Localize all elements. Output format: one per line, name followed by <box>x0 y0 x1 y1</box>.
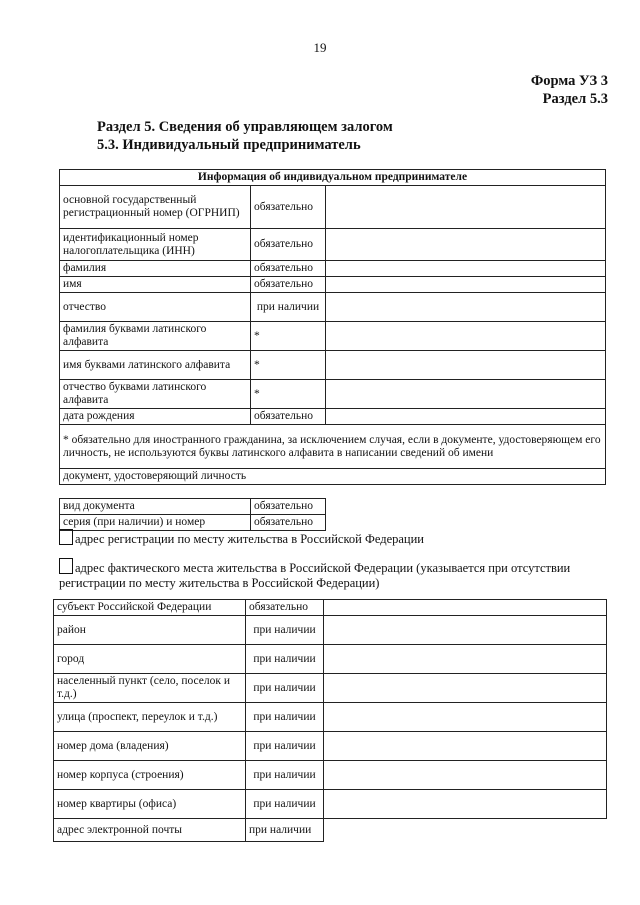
row-requirement: * <box>251 380 326 409</box>
row-requirement: при наличии <box>246 645 324 674</box>
table-row <box>60 409 606 425</box>
heading-line1: Раздел 5. Сведения об управляющем залогом <box>97 119 393 135</box>
row-requirement: обязательно <box>251 186 326 229</box>
row-requirement: при наличии <box>246 703 324 732</box>
table-row <box>60 293 606 322</box>
row-requirement: * <box>251 351 326 380</box>
row-label: фамилия <box>60 261 251 277</box>
row-requirement: при наличии <box>246 616 324 645</box>
value-field[interactable] <box>324 616 607 645</box>
row-label: район <box>54 616 246 645</box>
table-row <box>60 322 606 351</box>
row-label: город <box>54 645 246 674</box>
table-row <box>60 186 606 229</box>
row-requirement: обязательно <box>251 499 326 515</box>
row-requirement: при наличии <box>246 761 324 790</box>
table-row <box>54 790 607 819</box>
table-row <box>60 499 326 515</box>
value-field[interactable] <box>326 322 606 351</box>
entrepreneur-info-table <box>59 169 606 485</box>
row-requirement: обязательно <box>251 229 326 261</box>
row-label: улица (проспект, переулок и т.д.) <box>54 703 246 732</box>
table-row <box>54 761 607 790</box>
row-requirement: обязательно <box>251 515 326 531</box>
row-label: субъект Российской Федерации <box>54 600 246 616</box>
table-row <box>54 819 607 842</box>
row-requirement: при наличии <box>246 790 324 819</box>
row-label: основной государственный регистрационный номер (ОГРНИП) <box>60 186 251 229</box>
table-row <box>60 351 606 380</box>
value-field[interactable] <box>326 351 606 380</box>
registration-address-option[interactable] <box>59 529 609 547</box>
page-number: 19 <box>313 40 327 55</box>
row-requirement: при наличии <box>246 819 324 842</box>
value-field[interactable] <box>324 674 607 703</box>
row-requirement: обязательно <box>251 409 326 425</box>
table-row <box>54 674 607 703</box>
row-label: населенный пункт (село, поселок и т.д.) <box>54 674 246 703</box>
row-label: номер корпуса (строения) <box>54 761 246 790</box>
row-label: вид документа <box>60 499 251 515</box>
form-id-line2: Раздел 5.3 <box>542 91 608 107</box>
row-label: номер дома (владения) <box>54 732 246 761</box>
row-requirement: при наличии <box>246 732 324 761</box>
value-field[interactable] <box>326 380 606 409</box>
row-requirement: обязательно <box>251 277 326 293</box>
value-field[interactable] <box>324 761 607 790</box>
row-label: имя буквами латинского алфавита <box>60 351 251 380</box>
value-field[interactable] <box>324 703 607 732</box>
registration-address-label: адрес регистрации по месту жительства в Российской Федерации <box>75 532 424 546</box>
value-field[interactable] <box>324 819 607 842</box>
footnote: * обязательно для иностранного гражданина, за исключением случая, если в документе, удостоверяющем его личность, не используются буквы латинского алфавита в написании сведений об имени <box>60 425 606 469</box>
row-label: отчество буквами латинского алфавита <box>60 380 251 409</box>
row-label: номер квартиры (офиса) <box>54 790 246 819</box>
row-label: серия (при наличии) и номер <box>60 515 251 531</box>
value-field[interactable] <box>326 261 606 277</box>
row-label: отчество <box>60 293 251 322</box>
value-field[interactable] <box>326 277 606 293</box>
table-row <box>60 277 606 293</box>
form-id-line1: Форма УЗ 3 <box>530 73 608 89</box>
table-row <box>54 616 607 645</box>
value-field[interactable] <box>324 790 607 819</box>
row-label: идентификационный номер налогоплательщика (ИНН) <box>60 229 251 261</box>
value-field[interactable] <box>326 186 606 229</box>
value-field[interactable] <box>326 293 606 322</box>
row-label: дата рождения <box>60 409 251 425</box>
table-row <box>60 380 606 409</box>
value-field[interactable] <box>326 229 606 261</box>
id-document-table <box>59 498 326 531</box>
row-requirement: при наличии <box>251 293 326 322</box>
table-row <box>60 261 606 277</box>
table-row <box>54 645 607 674</box>
row-requirement: * <box>251 322 326 351</box>
row-label: адрес электронной почты <box>54 819 246 842</box>
table-row <box>54 732 607 761</box>
section-heading <box>97 118 393 154</box>
value-field[interactable] <box>326 409 606 425</box>
row-requirement: обязательно <box>246 600 324 616</box>
row-label: фамилия буквами латинского алфавита <box>60 322 251 351</box>
heading-line2: 5.3. Индивидуальный предприниматель <box>97 137 361 153</box>
row-requirement: обязательно <box>251 261 326 277</box>
value-field[interactable] <box>324 600 607 616</box>
registration-address-checkbox[interactable] <box>59 529 73 545</box>
id-document-header: документ, удостоверяющий личность <box>60 469 606 485</box>
table-row <box>54 703 607 732</box>
value-field[interactable] <box>324 645 607 674</box>
table-row <box>54 600 607 616</box>
form-identifier <box>531 72 608 108</box>
row-requirement: при наличии <box>246 674 324 703</box>
value-field[interactable] <box>324 732 607 761</box>
address-table <box>53 599 607 842</box>
actual-address-label: адрес фактического места жительства в Российской Федерации (указывается при отсутствии регистрации по месту жительства в Российской Федерации) <box>59 561 571 590</box>
actual-address-checkbox[interactable] <box>59 558 73 574</box>
table-row <box>60 229 606 261</box>
actual-address-option[interactable] <box>59 558 609 591</box>
row-label: имя <box>60 277 251 293</box>
table-header: Информация об индивидуальном предпринимателе <box>60 170 606 186</box>
